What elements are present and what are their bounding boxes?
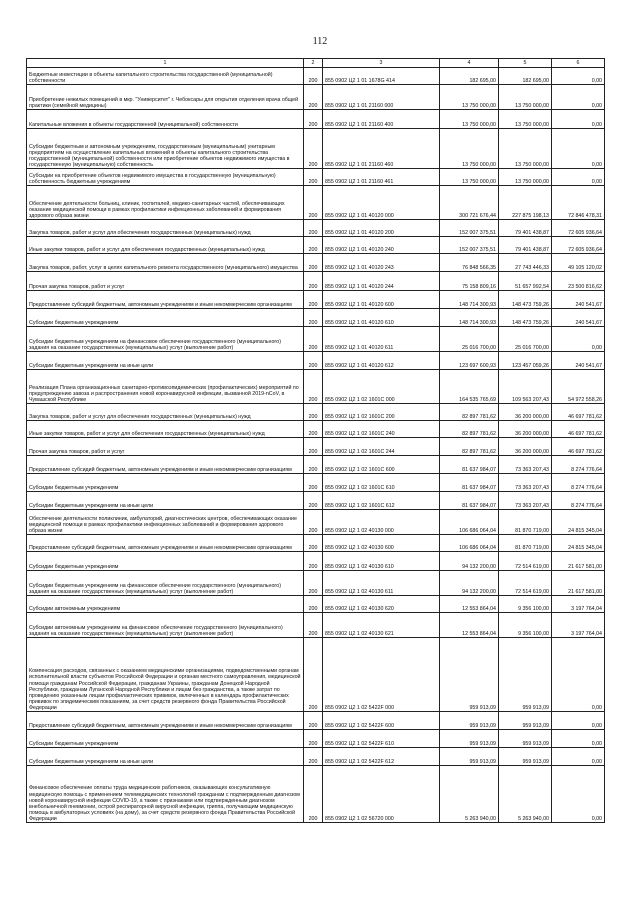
unexecuted-amount: 0,00 (552, 85, 605, 110)
table-row (27, 492, 605, 510)
budget-classification-code: 855 0902 Ц2 1 02 1601С 600 (323, 456, 440, 474)
executed-amount: 5 263 940,00 (499, 766, 552, 823)
table-row (27, 254, 605, 272)
approved-amount: 148 714 300,93 (440, 309, 499, 327)
table-row (27, 85, 605, 110)
unexecuted-amount: 72 605 936,64 (552, 220, 605, 237)
row-name: Субсидии бюджетным учреждениям на иные цели (27, 748, 304, 766)
row-name: Капитальные вложения в объекты государственной (муниципальной) собственности (27, 110, 304, 129)
line-code: 200 (304, 220, 323, 237)
budget-classification-code: 855 0902 Ц2 1 01 40120 610 (323, 309, 440, 327)
budget-classification-code: 855 0902 Ц2 1 02 40130 610 (323, 552, 440, 571)
executed-amount: 73 363 207,43 (499, 492, 552, 510)
executed-amount: 72 514 619,00 (499, 552, 552, 571)
executed-amount: 73 363 207,43 (499, 456, 552, 474)
unexecuted-amount: 21 617 581,00 (552, 552, 605, 571)
table-row (27, 68, 605, 85)
budget-classification-code: 855 0902 Ц2 1 01 40120 612 (323, 352, 440, 370)
budget-classification-code: 855 0902 Ц2 1 02 5422F 612 (323, 748, 440, 766)
executed-amount: 81 870 719,00 (499, 510, 552, 535)
line-code: 200 (304, 748, 323, 766)
header-col-3: 3 (323, 59, 440, 68)
line-code: 200 (304, 492, 323, 510)
row-name: Субсидии бюджетным учреждениям на финансовое обеспечение государственного (муниципального) задания на оказание государственных (муниципальных) услуг (выполнение работ) (27, 571, 304, 596)
row-name: Закупка товаров, работ, услуг в целях капитального ремонта государственного (муниципального) имущества (27, 254, 304, 272)
line-code: 200 (304, 552, 323, 571)
line-code: 200 (304, 535, 323, 552)
table-row (27, 510, 605, 535)
row-name: Субсидии бюджетным учреждениям (27, 474, 304, 492)
line-code: 200 (304, 352, 323, 370)
table-row (27, 291, 605, 309)
budget-classification-code: 855 0902 Ц2 1 02 1601С 244 (323, 438, 440, 456)
row-name: Субсидии бюджетным учреждениям (27, 552, 304, 571)
line-code: 200 (304, 129, 323, 169)
budget-classification-code: 855 0902 Ц2 1 02 40130 611 (323, 571, 440, 596)
unexecuted-amount: 0,00 (552, 169, 605, 186)
executed-amount: 36 200 000,00 (499, 421, 552, 438)
budget-classification-code: 855 0902 Ц2 1 01 40120 000 (323, 186, 440, 220)
line-code: 200 (304, 110, 323, 129)
approved-amount: 82 897 781,62 (440, 404, 499, 421)
executed-amount: 25 016 700,00 (499, 327, 552, 352)
table-row (27, 237, 605, 254)
executed-amount: 51 657 992,54 (499, 272, 552, 291)
approved-amount: 182 695,00 (440, 68, 499, 85)
line-code: 200 (304, 571, 323, 596)
budget-classification-code: 855 0902 Ц2 1 01 40120 611 (323, 327, 440, 352)
line-code: 200 (304, 85, 323, 110)
table-row (27, 596, 605, 613)
table-row (27, 421, 605, 438)
table-row (27, 169, 605, 186)
table-row (27, 186, 605, 220)
approved-amount: 106 686 064,04 (440, 510, 499, 535)
approved-amount: 82 897 781,62 (440, 438, 499, 456)
executed-amount: 13 750 000,00 (499, 110, 552, 129)
table-row (27, 571, 605, 596)
row-name: Субсидии бюджетным учреждениям (27, 309, 304, 327)
budget-classification-code: 855 0902 Ц2 1 01 40120 243 (323, 254, 440, 272)
table-row (27, 712, 605, 730)
row-name: Закупка товаров, работ и услуг для обеспечения государственных (муниципальных) нужд (27, 220, 304, 237)
executed-amount: 959 913,09 (499, 748, 552, 766)
line-code: 200 (304, 291, 323, 309)
unexecuted-amount: 240 541,67 (552, 309, 605, 327)
budget-classification-code: 855 0902 Ц2 1 02 1601С 610 (323, 474, 440, 492)
row-name: Финансовое обеспечение оплаты труда медицинских работников, оказывающих консультативную медицинскую помощь с применением телемедицинских технологий гражданам с подтвержденным диагнозом новой коронавирусной инфекции COVID-19, а также с признаками или подтвержденным диагнозом внебольничной пневмонии, острой респираторной вирусной инфекции, гриппа, получающим медицинскую помощь в амбулаторных условиях (на дому), за счет средств резервного фонда Правительства Российской Федерации (27, 766, 304, 823)
unexecuted-amount: 3 197 764,04 (552, 613, 605, 638)
budget-classification-code: 855 0902 Ц2 1 01 21160 460 (323, 129, 440, 169)
row-name: Субсидии бюджетным и автономным учреждениям, государственным (муниципальным) унитарным предприятиям на осуществление капитальных вложений в объекты капитального строительства государственной (муниципальной) собственности или приобретение объектов недвижимого имущества в государственную (муниципальную) собственность (27, 129, 304, 169)
unexecuted-amount: 24 815 345,04 (552, 510, 605, 535)
budget-classification-code: 855 0902 Ц2 1 01 21160 000 (323, 85, 440, 110)
unexecuted-amount: 21 617 581,00 (552, 571, 605, 596)
executed-amount: 36 200 000,00 (499, 438, 552, 456)
approved-amount: 13 750 000,00 (440, 110, 499, 129)
unexecuted-amount: 8 274 776,64 (552, 492, 605, 510)
line-code: 200 (304, 613, 323, 638)
row-name: Субсидии автономным учреждениям на финансовое обеспечение государственного (муниципального) задания на оказание государственных (муниципальных) услуг (выполнение работ) (27, 613, 304, 638)
line-code: 200 (304, 596, 323, 613)
line-code: 200 (304, 186, 323, 220)
table-row (27, 309, 605, 327)
line-code: 200 (304, 638, 323, 712)
row-name: Предоставление субсидий бюджетным, автономным учреждениям и иным некоммерческим организациям (27, 535, 304, 552)
executed-amount: 81 870 719,00 (499, 535, 552, 552)
line-code: 200 (304, 421, 323, 438)
approved-amount: 106 686 064,04 (440, 535, 499, 552)
executed-amount: 27 743 446,33 (499, 254, 552, 272)
approved-amount: 25 016 700,00 (440, 327, 499, 352)
budget-classification-code: 855 0902 Ц2 1 02 1601С 200 (323, 404, 440, 421)
approved-amount: 148 714 300,93 (440, 291, 499, 309)
table-row (27, 456, 605, 474)
table-row (27, 535, 605, 552)
line-code: 200 (304, 766, 323, 823)
approved-amount: 5 263 940,00 (440, 766, 499, 823)
line-code: 200 (304, 169, 323, 186)
row-name: Субсидии бюджетным учреждениям (27, 730, 304, 748)
budget-classification-code: 855 0902 Ц2 1 02 1601С 612 (323, 492, 440, 510)
executed-amount: 148 473 759,26 (499, 309, 552, 327)
budget-classification-code: 855 0902 Ц2 1 01 40120 600 (323, 291, 440, 309)
approved-amount: 959 913,09 (440, 638, 499, 712)
table-row (27, 272, 605, 291)
unexecuted-amount: 23 500 816,62 (552, 272, 605, 291)
unexecuted-amount: 0,00 (552, 748, 605, 766)
row-name: Субсидии на приобретение объектов недвижимого имущества в государственную (муниципальную) собственность бюджетным учреждениям (27, 169, 304, 186)
line-code: 200 (304, 272, 323, 291)
approved-amount: 82 897 781,62 (440, 421, 499, 438)
executed-amount: 227 875 198,13 (499, 186, 552, 220)
row-name: Иные закупки товаров, работ и услуг для обеспечения государственных (муниципальных) нужд (27, 237, 304, 254)
header-col-2: 2 (304, 59, 323, 68)
executed-amount: 72 514 619,00 (499, 571, 552, 596)
budget-classification-code: 855 0902 Ц2 1 02 1601С 000 (323, 370, 440, 404)
unexecuted-amount: 0,00 (552, 327, 605, 352)
row-name: Обеспечение деятельности больниц, клиник, госпиталей, медико-санитарных частей, обеспечивающих оказание медицинской помощи в рамках профилактики инфекционных заболеваний и формирования здорового образа жизни (27, 186, 304, 220)
line-code: 200 (304, 730, 323, 748)
budget-classification-code: 855 0902 Ц2 1 01 40120 240 (323, 237, 440, 254)
row-name: Предоставление субсидий бюджетным, автономным учреждениям и иным некоммерческим организациям (27, 712, 304, 730)
approved-amount: 164 535 765,69 (440, 370, 499, 404)
approved-amount: 959 913,09 (440, 748, 499, 766)
executed-amount: 36 200 000,00 (499, 404, 552, 421)
unexecuted-amount: 8 274 776,64 (552, 474, 605, 492)
approved-amount: 81 637 984,07 (440, 474, 499, 492)
approved-amount: 12 553 864,04 (440, 596, 499, 613)
executed-amount: 959 913,09 (499, 638, 552, 712)
table-row (27, 220, 605, 237)
budget-classification-code: 855 0902 Ц2 1 02 40130 000 (323, 510, 440, 535)
budget-classification-code: 855 0902 Ц2 1 02 40130 620 (323, 596, 440, 613)
header-col-1: 1 (27, 59, 304, 68)
approved-amount: 959 913,09 (440, 712, 499, 730)
executed-amount: 13 750 000,00 (499, 85, 552, 110)
executed-amount: 9 356 100,00 (499, 613, 552, 638)
table-row (27, 129, 605, 169)
row-name: Обеспечение деятельности поликлиник, амбулаторий, диагностических центров, обеспечивающих оказание медицинской помощи в рамках профилактики инфекционных заболеваний и формирования здорового образа жизни (27, 510, 304, 535)
unexecuted-amount: 0,00 (552, 68, 605, 85)
approved-amount: 152 007 375,51 (440, 237, 499, 254)
line-code: 200 (304, 438, 323, 456)
row-name: Предоставление субсидий бюджетным, автономным учреждениям и иным некоммерческим организациям (27, 291, 304, 309)
line-code: 200 (304, 474, 323, 492)
approved-amount: 959 913,09 (440, 730, 499, 748)
approved-amount: 81 637 984,07 (440, 456, 499, 474)
approved-amount: 75 158 809,16 (440, 272, 499, 291)
line-code: 200 (304, 254, 323, 272)
unexecuted-amount: 24 815 345,04 (552, 535, 605, 552)
row-name: Субсидии бюджетным учреждениям на иные цели (27, 492, 304, 510)
table-row (27, 352, 605, 370)
unexecuted-amount: 0,00 (552, 766, 605, 823)
table-row (27, 404, 605, 421)
table-row (27, 474, 605, 492)
budget-classification-code: 855 0902 Ц2 1 02 5422F 000 (323, 638, 440, 712)
row-name: Субсидии бюджетным учреждениям на иные цели (27, 352, 304, 370)
table-row (27, 748, 605, 766)
budget-classification-code: 855 0902 Ц2 1 02 1601С 240 (323, 421, 440, 438)
budget-classification-code: 855 0902 Ц2 1 02 5422F 600 (323, 712, 440, 730)
row-name: Прочая закупка товаров, работ и услуг (27, 438, 304, 456)
table-row (27, 370, 605, 404)
executed-amount: 109 563 207,43 (499, 370, 552, 404)
budget-classification-code: 855 0902 Ц2 1 02 40130 600 (323, 535, 440, 552)
unexecuted-amount: 0,00 (552, 110, 605, 129)
row-name: Прочая закупка товаров, работ и услуг (27, 272, 304, 291)
table-row (27, 638, 605, 712)
row-name: Приобретение нежилых помещений в мкр. "Университет" г. Чебоксары для открытия отделения врача общей практики (семейной медицины) (27, 85, 304, 110)
header-col-6: 6 (552, 59, 605, 68)
approved-amount: 76 848 566,35 (440, 254, 499, 272)
table-row (27, 110, 605, 129)
row-name: Субсидии автономным учреждениям (27, 596, 304, 613)
approved-amount: 13 750 000,00 (440, 169, 499, 186)
table-row (27, 327, 605, 352)
unexecuted-amount: 0,00 (552, 129, 605, 169)
table-row (27, 766, 605, 823)
approved-amount: 152 007 375,51 (440, 220, 499, 237)
executed-amount: 79 401 438,87 (499, 237, 552, 254)
approved-amount: 123 697 600,93 (440, 352, 499, 370)
approved-amount: 13 750 000,00 (440, 129, 499, 169)
unexecuted-amount: 240 541,67 (552, 291, 605, 309)
unexecuted-amount: 240 541,67 (552, 352, 605, 370)
row-name: Реализация Плана организационных санитарно-противоэпидемических (профилактических) мероприятий по предупреждению завоза и распространения новой коронавирусной инфекции, вызванной 2019-nCoV, в Чувашской Республике (27, 370, 304, 404)
unexecuted-amount: 46 697 781,62 (552, 421, 605, 438)
row-name: Предоставление субсидий бюджетным, автономным учреждениям и иным некоммерческим организациям (27, 456, 304, 474)
unexecuted-amount: 0,00 (552, 712, 605, 730)
line-code: 200 (304, 309, 323, 327)
line-code: 200 (304, 327, 323, 352)
unexecuted-amount: 0,00 (552, 730, 605, 748)
executed-amount: 73 363 207,43 (499, 474, 552, 492)
executed-amount: 79 401 438,87 (499, 220, 552, 237)
line-code: 200 (304, 712, 323, 730)
budget-classification-code: 855 0902 Ц2 1 02 56720 000 (323, 766, 440, 823)
unexecuted-amount: 72 846 478,31 (552, 186, 605, 220)
unexecuted-amount: 54 972 558,26 (552, 370, 605, 404)
executed-amount: 123 457 059,26 (499, 352, 552, 370)
unexecuted-amount: 72 605 936,64 (552, 237, 605, 254)
executed-amount: 9 356 100,00 (499, 596, 552, 613)
page-number: 112 (312, 36, 328, 47)
table-row (27, 552, 605, 571)
row-name: Компенсация расходов, связанных с оказанием медицинскими организациями, подведомственными органам исполнительной власти субъектов Российской Федерации и органам местного самоуправления, медицинской помощи гражданам Российской Федерации, гражданам Украины, гражданам Донецкой Народной Республики, гражданам Луганской Народной Республики и лицам без гражданства, а также затрат по проведению указанным лицам профилактических прививок, включенных в календарь профилактических прививок по эпидемическим показаниям, за счет средств резервного фонда Правительства Российской Федерации (27, 638, 304, 712)
budget-classification-code: 855 0902 Ц2 1 01 40120 200 (323, 220, 440, 237)
unexecuted-amount: 3 197 764,04 (552, 596, 605, 613)
unexecuted-amount: 46 697 781,62 (552, 438, 605, 456)
budget-classification-code: 855 0902 Ц2 1 02 5422F 610 (323, 730, 440, 748)
budget-classification-code: 855 0902 Ц2 1 01 1678G 414 (323, 68, 440, 85)
approved-amount: 94 132 200,00 (440, 552, 499, 571)
line-code: 200 (304, 370, 323, 404)
approved-amount: 300 721 676,44 (440, 186, 499, 220)
header-col-4: 4 (440, 59, 499, 68)
executed-amount: 148 473 759,26 (499, 291, 552, 309)
table-row (27, 613, 605, 638)
table-row (27, 438, 605, 456)
table-row (27, 730, 605, 748)
approved-amount: 94 132 200,00 (440, 571, 499, 596)
executed-amount: 13 750 000,00 (499, 129, 552, 169)
row-name: Бюджетные инвестиции в объекты капитального строительства государственной (муниципальной) собственности (27, 68, 304, 85)
unexecuted-amount: 0,00 (552, 638, 605, 712)
budget-classification-code: 855 0902 Ц2 1 01 21160 461 (323, 169, 440, 186)
row-name: Закупка товаров, работ и услуг для обеспечения государственных (муниципальных) нужд (27, 404, 304, 421)
unexecuted-amount: 49 105 120,02 (552, 254, 605, 272)
line-code: 200 (304, 68, 323, 85)
budget-classification-code: 855 0902 Ц2 1 01 21160 400 (323, 110, 440, 129)
line-code: 200 (304, 456, 323, 474)
executed-amount: 182 695,00 (499, 68, 552, 85)
table-header-row (27, 59, 605, 68)
approved-amount: 81 637 984,07 (440, 492, 499, 510)
approved-amount: 12 553 864,04 (440, 613, 499, 638)
unexecuted-amount: 8 274 776,64 (552, 456, 605, 474)
row-name: Субсидии бюджетным учреждениям на финансовое обеспечение государственного (муниципального) задания на оказание государственных (муниципальных) услуг (выполнение работ) (27, 327, 304, 352)
line-code: 200 (304, 404, 323, 421)
executed-amount: 13 750 000,00 (499, 169, 552, 186)
budget-classification-code: 855 0902 Ц2 1 02 40130 621 (323, 613, 440, 638)
executed-amount: 959 913,09 (499, 712, 552, 730)
budget-execution-table (26, 58, 605, 823)
unexecuted-amount: 46 697 781,62 (552, 404, 605, 421)
line-code: 200 (304, 510, 323, 535)
executed-amount: 959 913,09 (499, 730, 552, 748)
line-code: 200 (304, 237, 323, 254)
row-name: Иные закупки товаров, работ и услуг для обеспечения государственных (муниципальных) нужд (27, 421, 304, 438)
budget-classification-code: 855 0902 Ц2 1 01 40120 244 (323, 272, 440, 291)
header-col-5: 5 (499, 59, 552, 68)
approved-amount: 13 750 000,00 (440, 85, 499, 110)
